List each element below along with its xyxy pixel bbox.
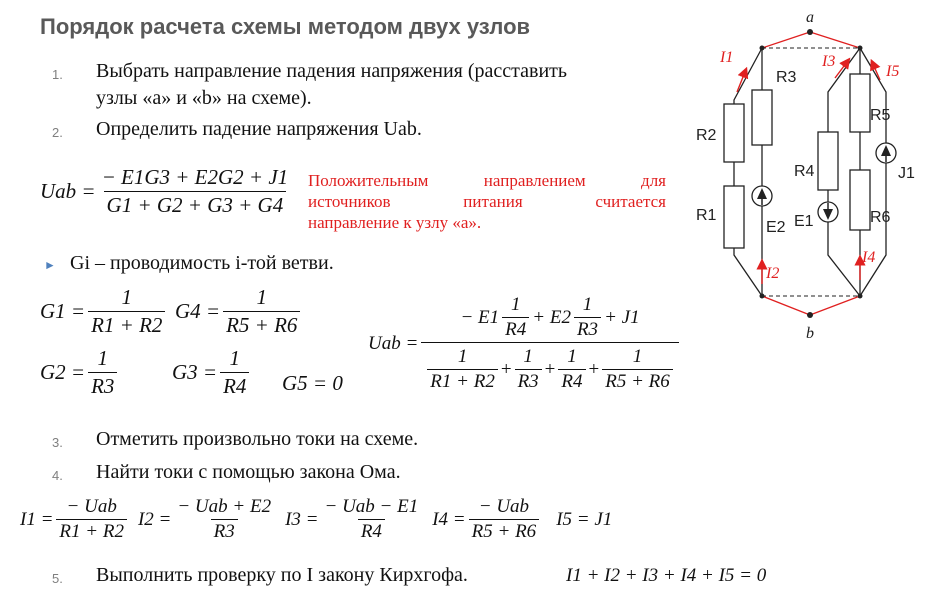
i2-den: R3 <box>211 519 238 543</box>
current-i3-arrow <box>835 62 847 78</box>
node-b-dot <box>807 312 813 318</box>
g3-lhs: G3 = <box>172 360 218 384</box>
step-number: 3. <box>52 435 63 450</box>
resistor-r6 <box>850 170 870 230</box>
label-r2: R2 <box>696 127 717 144</box>
resistor-r4 <box>818 132 838 190</box>
i2-lhs: I2 = <box>137 508 172 530</box>
uab2-lhs: Uab = <box>368 332 419 354</box>
i3-den: R4 <box>358 519 385 543</box>
junction-dot <box>858 46 863 51</box>
step-2-text: Определить падение напряжения Uab. <box>96 118 422 140</box>
i3-num: − Uab − E1 <box>324 496 419 517</box>
uab2-num-frac-d: R3 <box>574 317 601 341</box>
node-a-dot <box>807 29 813 35</box>
label-r5: R5 <box>870 107 891 124</box>
g5-formula: G5 = 0 <box>282 371 343 395</box>
i2-num: − Uab + E2 <box>177 496 272 517</box>
step-1-line1: Выбрать направление падения напряжения (расставить <box>96 60 568 82</box>
g4-lhs: G4 = <box>175 299 221 323</box>
step-number: 1. <box>52 67 63 82</box>
resistor-r5 <box>850 74 870 132</box>
junction-dot <box>760 46 765 51</box>
current-formulas <box>20 496 612 543</box>
g3-num: 1 <box>229 346 240 370</box>
uab-formula-2: Uab = − E1 $\frac{1}{R4}$ + E2 $\frac{1}{R3}$ + J1 $\frac{1}{R1 + R2}$ + $\frac{1}{R3}$ + $\frac{1}{R4}$ + $\frac{1}{R5 + R6}$ <box>368 294 682 393</box>
g1-formula <box>40 285 168 338</box>
note-line1: Положительным направлением для <box>308 171 666 190</box>
node-a-label: a <box>806 9 814 26</box>
label-i3: I3 <box>822 53 836 70</box>
g1-lhs: G1 = <box>40 299 86 323</box>
g4-formula <box>175 285 303 338</box>
node-b-label: b <box>806 325 814 342</box>
uab2-den-frac-n: 1 <box>457 346 468 367</box>
kirchhoff-formula: I1 + I2 + I3 + I4 + I5 = 0 <box>566 565 767 586</box>
uab2-num-term: − E1 <box>460 306 500 328</box>
uab-numerator: − E1G3 + E2G2 + J1 <box>101 165 289 189</box>
step-3-text: Отметить произвольно токи на схеме. <box>96 428 419 450</box>
label-i1: I1 <box>720 49 734 66</box>
label-j1: J1 <box>898 165 915 182</box>
g3-formula <box>172 346 252 399</box>
label-e2: E2 <box>766 219 786 236</box>
i3-lhs: I3 = <box>285 508 319 530</box>
label-i2: I2 <box>766 265 780 282</box>
label-r4: R4 <box>794 163 815 180</box>
g2-den: R3 <box>88 372 117 399</box>
label-i4: I4 <box>862 249 876 266</box>
g4-den: R5 + R6 <box>223 311 300 338</box>
step-number: 2. <box>52 125 63 140</box>
uab2-den-frac-d: R4 <box>558 369 585 393</box>
i4-den: R5 + R6 <box>469 519 540 543</box>
uab-formula-1 <box>40 165 294 218</box>
step-1-line2: узлы «a» и «b» на схеме). <box>96 87 312 109</box>
g1-num: 1 <box>121 285 132 309</box>
label-r3: R3 <box>776 69 797 86</box>
uab2-den-frac-d: R5 + R6 <box>602 369 673 393</box>
label-e1: E1 <box>794 213 814 230</box>
page-title: Порядок расчета схемы методом двух узлов <box>40 14 531 39</box>
uab2-num-frac-d: R4 <box>502 317 529 341</box>
sign-convention-note <box>308 170 666 233</box>
uab2-num-term: + J1 <box>604 306 640 328</box>
note-line2: источников питания считается <box>308 192 666 211</box>
g2-lhs: G2 = <box>40 360 86 384</box>
label-i5: I5 <box>886 63 900 80</box>
g3-den: R4 <box>220 372 249 399</box>
circuit-diagram <box>690 0 925 345</box>
i4-num: − Uab <box>478 496 530 517</box>
uab2-den-frac-d: R3 <box>515 369 542 393</box>
junction-dot <box>760 294 765 299</box>
note-line3: направление к узлу «a». <box>308 213 482 232</box>
g2-num: 1 <box>97 346 108 370</box>
uab2-den-frac-n: 1 <box>632 346 643 367</box>
uab-denominator: G1 + G2 + G3 + G4 <box>104 191 287 218</box>
label-r1: R1 <box>696 207 717 224</box>
uab-lhs: Uab = <box>40 179 96 203</box>
step-number: 5. <box>52 571 63 586</box>
i5-formula: I5 = J1 <box>556 508 613 530</box>
uab2-den-frac-n: 1 <box>523 346 533 367</box>
step-4-text: Найти токи с помощью закона Ома. <box>96 461 401 483</box>
uab2-den-frac-d: R1 + R2 <box>427 369 498 393</box>
step-number: 4. <box>52 468 63 483</box>
i4-lhs: I4 = <box>432 508 466 530</box>
resistor-r3 <box>752 90 772 145</box>
i1-num: − Uab <box>66 496 117 517</box>
g2-formula <box>40 346 120 399</box>
i1-lhs: I1 = <box>20 508 54 530</box>
step-5-text: Выполнить проверку по I закону Кирхгофа. <box>96 564 468 586</box>
uab2-num-term: + E2 <box>532 306 571 328</box>
resistor-r1 <box>724 186 744 248</box>
junction-dot <box>858 294 863 299</box>
uab2-den-frac-n: 1 <box>567 346 577 367</box>
conductance-definition: Gi – проводимость i-той ветви. <box>70 252 334 274</box>
g1-den: R1 + R2 <box>88 311 165 338</box>
bullet-icon: ► <box>44 258 56 272</box>
resistor-r2 <box>724 104 744 162</box>
g4-num: 1 <box>256 285 267 309</box>
label-r6: R6 <box>870 209 891 226</box>
uab2-num-frac-n: 1 <box>582 294 593 315</box>
i1-den: R1 + R2 <box>56 519 127 543</box>
uab2-num-frac-n: 1 <box>510 294 521 315</box>
